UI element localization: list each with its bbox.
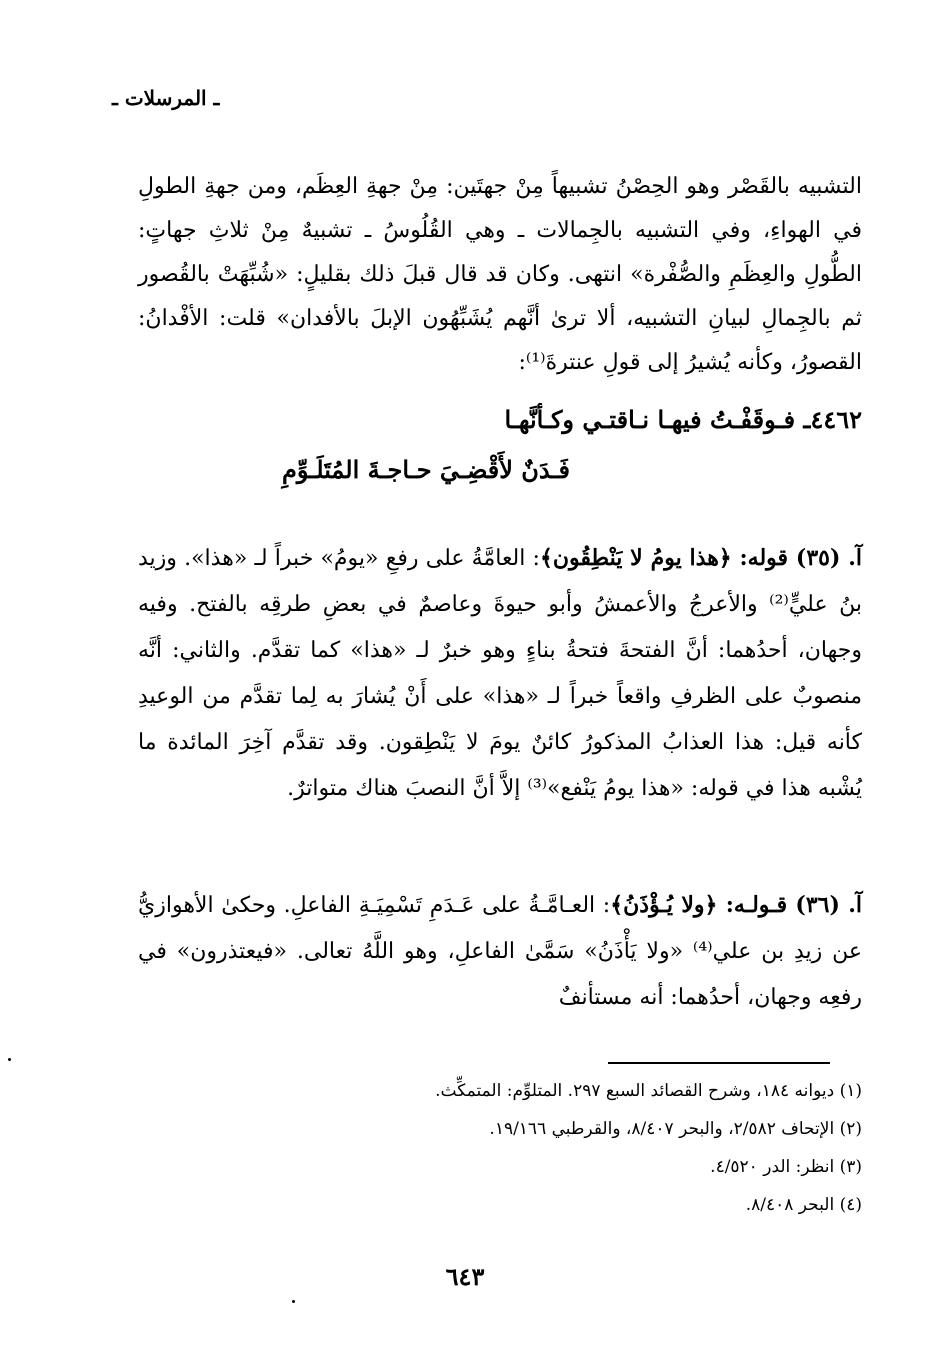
footnote-1: (١) ديوانه ١٨٤، وشرح القصائد السبع ٢٩٧. المتلوِّم: المتمكِّث. [435, 1081, 862, 1101]
page-number: ٦٤٣ [445, 1262, 485, 1291]
footnotes [250, 1072, 862, 1224]
footnote-2: (٢) الإتحاف ٢/٥٨٢، والبحر ٨/٤٠٧، والقرطبي ١٩/١٦٦. [489, 1119, 862, 1139]
paragraph-2 [138, 535, 862, 812]
footnote-separator [608, 1062, 830, 1064]
verse-line-1: ٤٤٦٢ـ فـوقَفْـتُ فيهـا نـاقتـي وكـأنَّهـا [504, 405, 862, 434]
verse-reference-36: آ. (٣٦) قـولـه: ﴿ولا يُـؤْذَنُ﴾ [610, 892, 862, 918]
verse-reference-35: آ. (٣٥) قوله: ﴿هذا يومُ لا يَنْطِقُون﴾ [539, 545, 863, 571]
scan-speck [8, 1058, 11, 1061]
running-head: ـ المرسلات ـ [112, 86, 220, 110]
verse-line-2: فَـدَنٌ لأَقْضِـيَ حـاجـةَ المُتَلَـوِّمِ [281, 455, 570, 484]
paragraph-1-text: التشبيه بالقَصْر وهو الحِصْنُ تشبيهاً مِنْ جهتَين: مِنْ جهةِ العِظَم، ومن جهةِ الطولِ في الهواءِ، وفي التشبيه بالجِمالات ـ وهي القُلُوسُ ـ تشبيهٌ مِنْ ثلاثِ جهاتٍ: الطُّولِ والعِظَمِ والصُّفْرة» انتهى. وكان قد قال قبلَ ذلك بقليلٍ: «شُبِّهَتْ بالقُصور ثم بالجِمالِ لبيانِ التشبيه، ألا ترىٰ أنَّهم يُشَبِّهُون الإبلَ بالأفدان» قلت: الأفْدانُ: القصورُ، وكأنه يُشيرُ إلى قولِ عنترةَ⁽¹⁾: [138, 174, 862, 375]
footnote-3: (٣) انظر: الدر ٤/٥٢٠. [710, 1157, 862, 1177]
paragraph-3 [138, 882, 862, 1021]
scan-speck [292, 1300, 295, 1303]
paragraph-3-text: : العـامَّـةُ على عَـدَمِ تَسْمِيَـةِ الفاعلِ. وحكىٰ الأهوازيُّ عن زيدِ بن علي⁽⁴⁾ «ولا يَأْذَنُ» سَمَّىٰ الفاعلِ، وهو اللَّهُ تعالى. «فيعتذرون» في رفعِه وجهان، أحدُهما: أنه مستأنفٌ [138, 893, 863, 1010]
paragraph-1 [138, 165, 862, 385]
footnote-4: (٤) البحر ٨/٤٠٨. [745, 1195, 862, 1215]
paragraph-2-text: : العامَّةُ على رفعِ «يومُ» خبراً لـ «هذا». وزيد بنُ عليٍّ⁽²⁾ والأعرجُ والأعمشُ وأبو حيوةَ وعاصمٌ في بعضِ طرقِه بالفتح. وفيه وجهان، أحدُهما: أنَّ الفتحةَ فتحةُ بناءٍ وهو خبرٌ لـ «هذا» كما تقدَّم. والثاني: أنَّه منصوبٌ على الظرفِ واقعاً خبراً لـ «هذا» على أَنْ يُشارَ به لِما تقدَّم من الوعيدِ كأنه قيل: هذا العذابُ المذكورُ كائنٌ يومَ لا يَنْطِقون. وقد تقدَّم آخِرَ المائدة ما يُشْبه هذا في قوله: «هذا يومُ يَنْفع»⁽³⁾ إلاَّ أنَّ النصبَ هناك متواترٌ. [138, 546, 862, 801]
